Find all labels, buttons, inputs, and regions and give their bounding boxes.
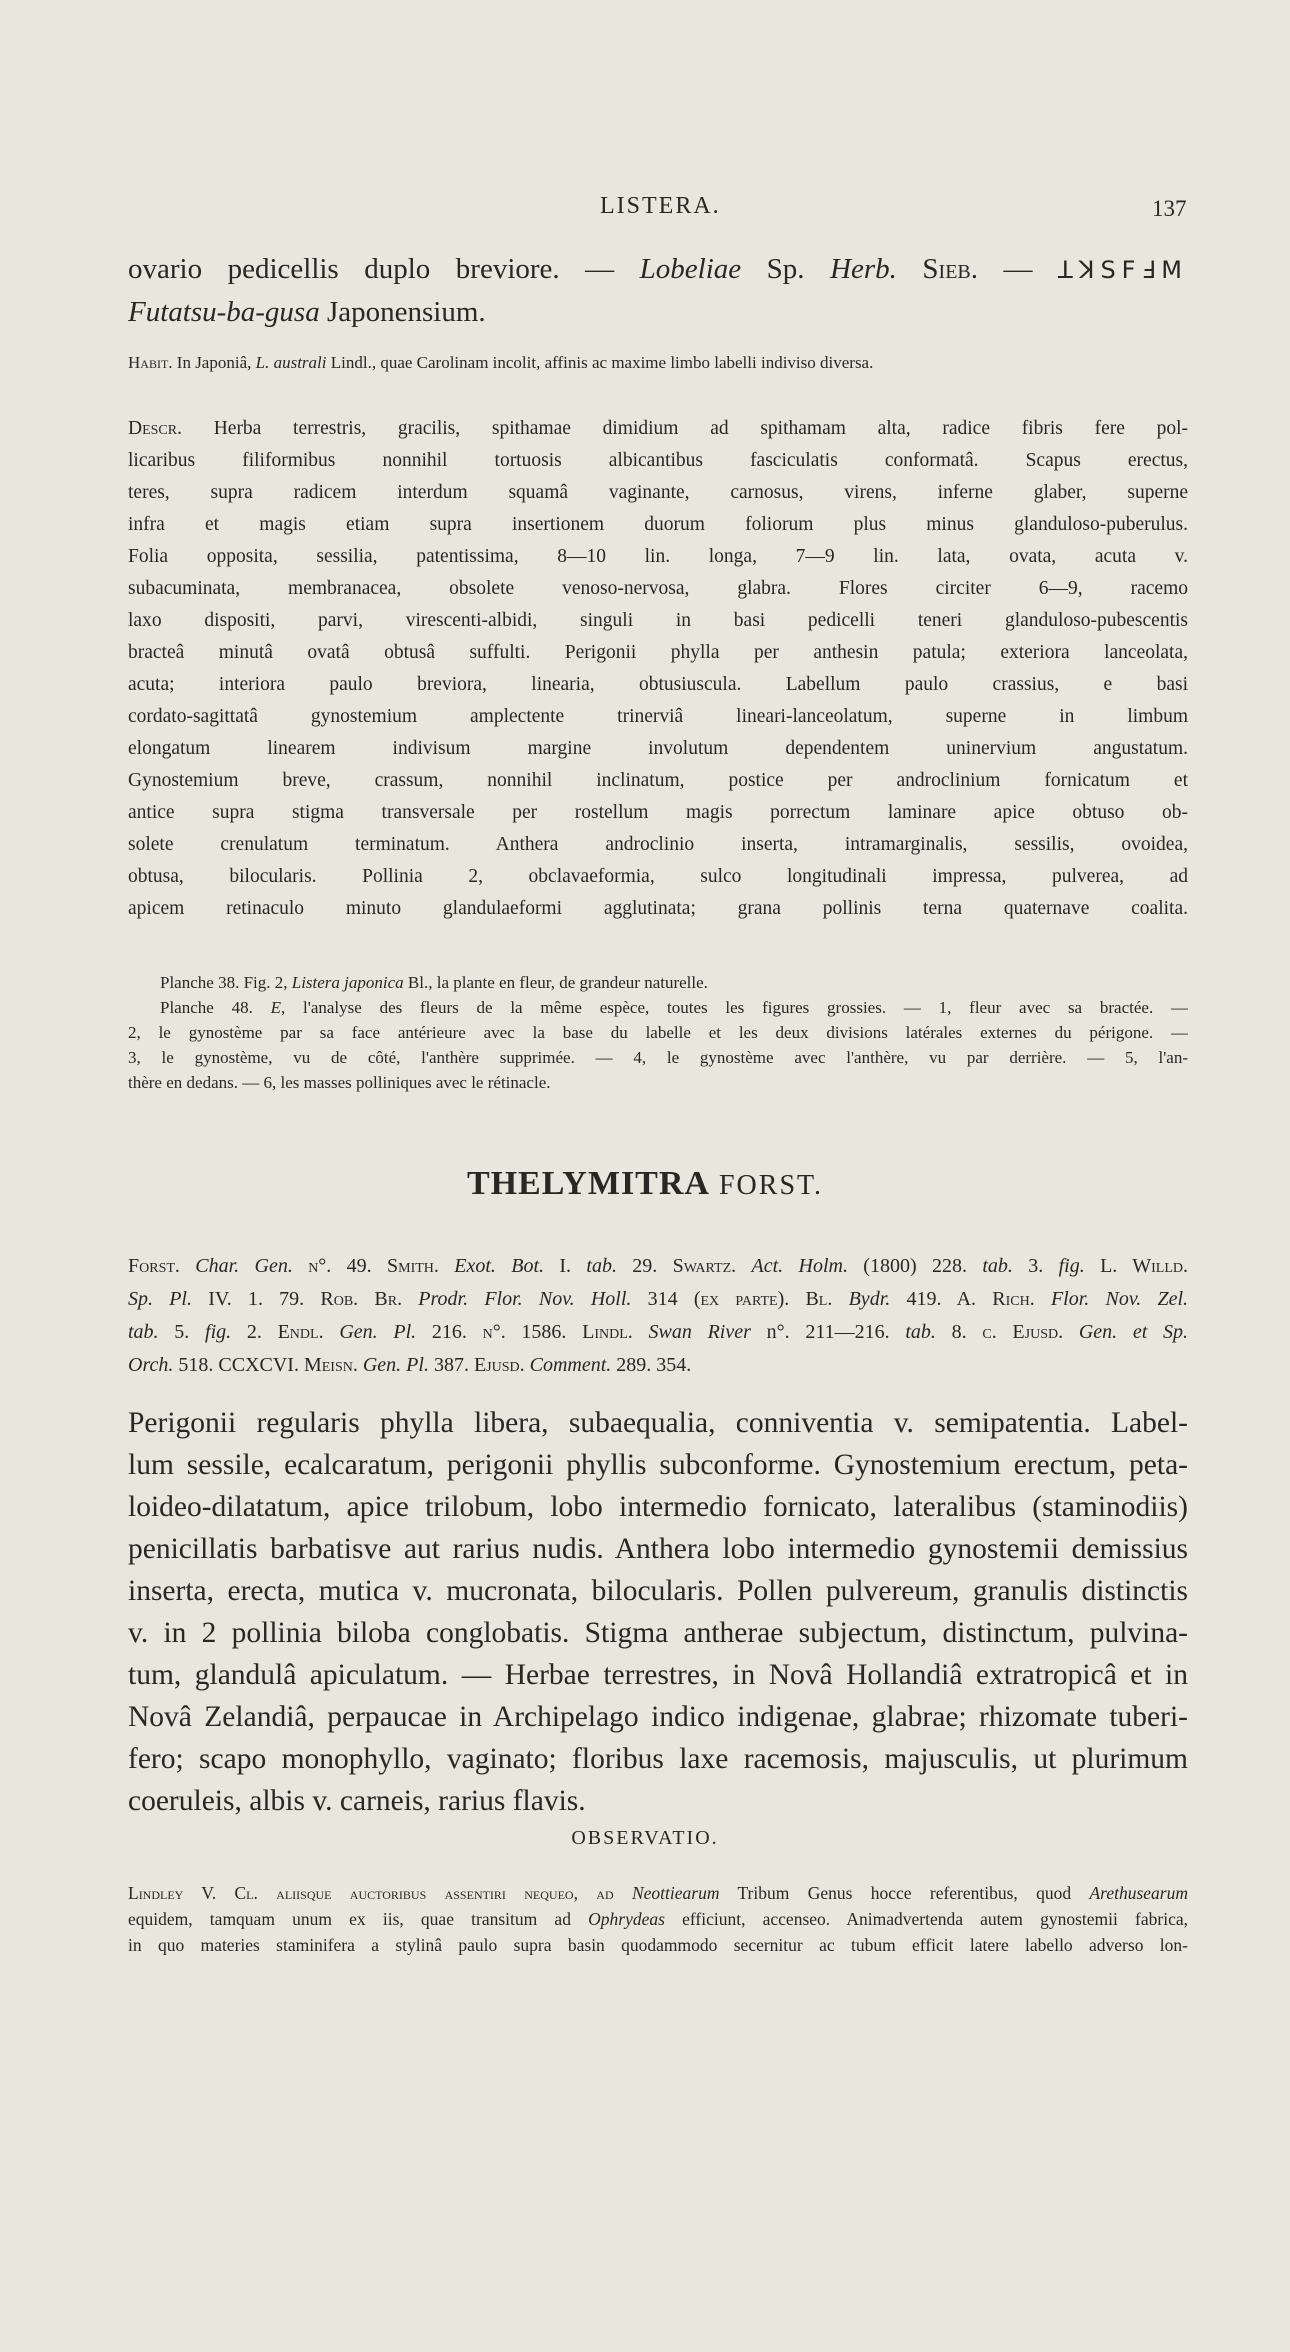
- diagnosis-line: Novâ Zelandiâ, perpaucae in Archipelago indico indigenae, glabrae; rhizomate tuberi-: [128, 1701, 1188, 1733]
- italic-run: fig.: [205, 1321, 232, 1343]
- diagnosis-line: fero; scapo monophyllo, vaginato; floribus laxe racemosis, majusculis, ut plurimum: [128, 1743, 1188, 1775]
- descr-line: subacuminata, membranacea, obsolete venoso-nervosa, glabra. Flores circiter 6—9, racemo: [128, 578, 1188, 599]
- text-run: 518. CCXCVI. Meisn.: [173, 1354, 363, 1376]
- descr-line: [128, 413, 1188, 445]
- text-run: efficiunt, accenseo. Animadvertenda autem gynostemii fabrica,: [664, 1909, 1188, 1929]
- text-run: 2. Endl.: [231, 1321, 340, 1343]
- italic-run: Exot. Bot.: [454, 1255, 545, 1277]
- continuation-text: [128, 248, 1188, 333]
- diagnosis-line: coeruleis, albis v. carneis, rarius flavis.: [128, 1785, 586, 1817]
- text-run: Lindl., quae Carolinam incolit, affinis ac maxime limbo labelli indiviso diversa.: [326, 353, 874, 372]
- text-run: 29. Swartz.: [616, 1255, 752, 1277]
- text-run: Herba terrestris, gracilis, spithamae dimidium ad spithamam alta, radice fibris fere pol-: [181, 418, 1188, 439]
- continuation-line-2: [128, 291, 1188, 333]
- text-run: Japonensium.: [319, 296, 486, 328]
- author-abbrev: Sieb.: [896, 253, 979, 285]
- italic-run: Lobeliae: [639, 253, 742, 285]
- descr-line: elongatum linearem indivisum margine involutum dependentem uninervium angustatum.: [128, 738, 1188, 759]
- text-run: 289. 354.: [611, 1354, 692, 1376]
- diagnosis-line: loideo-dilatatum, apice trilobum, lobo intermedio fornicato, lateralibus (staminodiis): [128, 1491, 1188, 1523]
- italic-run: Gen. Pl.: [362, 1354, 429, 1376]
- descr-line: obtusa, bilocularis. Pollinia 2, obclavaeformia, sulco longitudinali impressa, pulverea, ad: [128, 866, 1188, 887]
- observatio-paragraph: [128, 1880, 1188, 1958]
- descr-line: acuta; interiora paulo breviora, linearia, obtusiuscula. Labellum paulo crassius, e basi: [128, 674, 1188, 695]
- italic-run: fig.: [1058, 1255, 1085, 1277]
- italic-run: Herb.: [830, 253, 897, 285]
- italic-run: tab.: [128, 1321, 159, 1343]
- descr-line: antice supra stigma transversale per rostellum magis porrectum laminare apice obtuso ob-: [128, 802, 1188, 823]
- text-run: 419. A. Rich.: [890, 1288, 1051, 1310]
- text-run: Planche 38. Fig. 2,: [160, 973, 292, 992]
- diagnosis-line: lum sessile, ecalcaratum, perigonii phyllis subconforme. Gynostemium erectum, peta-: [128, 1449, 1188, 1481]
- italic-run: Act. Holm.: [751, 1255, 848, 1277]
- observatio-line: [128, 1906, 1188, 1932]
- descr-line: bracteâ minutâ ovatâ obtusâ suffulti. Perigonii phylla per anthesin patula; exteriora lanceolata,: [128, 642, 1188, 663]
- italic-run: E: [270, 998, 282, 1017]
- diagnosis-line: v. in 2 pollinia biloba conglobatis. Stigma antherae subjectum, distinctum, pulvina-: [128, 1617, 1188, 1649]
- text-run: equidem, tamquam unum ex iis, quae transitum ad: [128, 1909, 589, 1929]
- text-run: In Japoniâ,: [172, 353, 256, 372]
- text-run: I.: [544, 1255, 587, 1277]
- diagnosis-line: penicillatis barbatisve aut rarius nudis. Anthera lobo intermedio gynostemii demissius: [128, 1533, 1188, 1565]
- italic-run: Prodr. Flor. Nov. Holl.: [418, 1288, 632, 1310]
- italic-run: tab.: [982, 1255, 1013, 1277]
- descr-label: Descr.: [128, 418, 182, 439]
- italic-run: Neottiearum: [631, 1883, 720, 1903]
- genus-author: FORST.: [709, 1170, 824, 1201]
- text-run: 8. c. Ejusd.: [935, 1321, 1079, 1343]
- text-run: 3.: [1012, 1255, 1059, 1277]
- italic-run: Gen. Pl.: [339, 1321, 417, 1343]
- genus-diagnosis: [128, 1402, 1188, 1822]
- reference-line: [128, 1283, 1188, 1316]
- references: [128, 1250, 1188, 1382]
- descr-line: Gynostemium breve, crassum, nonnihil inclinatum, postice per androclinium fornicatum et: [128, 770, 1188, 791]
- diagnosis-line: inserta, erecta, mutica v. mucronata, bilocularis. Pollen pulvereum, granulis distinctis: [128, 1575, 1188, 1607]
- text-run: ovario pedicellis duplo breviore. —: [128, 253, 640, 285]
- reference-line: [128, 1250, 1188, 1283]
- plate-caption-line: thère en dedans. — 6, les masses polliniques avec le rétinacle.: [128, 1073, 551, 1092]
- text-run: Bl., la plante en fleur, de grandeur naturelle.: [403, 973, 708, 992]
- text-run: , l'analyse des fleurs de la même espèce, toutes les figures grossies. — 1, fleur avec sa bractée. —: [281, 998, 1188, 1017]
- descr-line: apicem retinaculo minuto glandulaeformi agglutinata; grana pollinis terna quaternave coalita.: [128, 898, 1188, 919]
- page-header: [0, 193, 1290, 233]
- descr-line: solete crenulatum terminatum. Anthera androclinio inserta, intramarginalis, sessilis, ovoidea,: [128, 834, 1188, 855]
- descr-line: laxo dispositi, parvi, virescenti-albidi, singuli in basi pedicelli teneri glanduloso-pubescentis: [128, 610, 1188, 631]
- text-run: IV. 1. 79. Rob. Br.: [192, 1288, 419, 1310]
- plate-captions: [128, 970, 1188, 1095]
- italic-run: tab.: [905, 1321, 936, 1343]
- observatio-heading: OBSERVATIO.: [571, 1827, 719, 1849]
- italic-run: Futatsu-ba-gusa: [128, 296, 320, 328]
- text-run: 5.: [158, 1321, 206, 1343]
- descr-line: Folia opposita, sessilia, patentissima, 8—10 lin. longa, 7—9 lin. lata, ovata, acuta v.: [128, 546, 1188, 567]
- descr-line: teres, supra radicem interdum squamâ vaginante, carnosus, virens, inferne glaber, superne: [128, 482, 1188, 503]
- italic-run: Comment.: [529, 1354, 612, 1376]
- italic-run: Arethusearum: [1089, 1883, 1188, 1903]
- observatio-line: [128, 1880, 1188, 1906]
- continuation-line-1: [128, 248, 1188, 291]
- text-run: Planche 48.: [160, 998, 271, 1017]
- italic-run: Swan River: [648, 1321, 751, 1343]
- italic-run: L. australi: [255, 353, 327, 372]
- plate-caption-48: [160, 995, 1188, 1020]
- italic-run: Flor. Nov. Zel.: [1050, 1288, 1188, 1310]
- reference-line: [128, 1316, 1188, 1349]
- genus-name: THELYMITRA: [466, 1165, 710, 1202]
- text-run: —: [978, 253, 1059, 285]
- diagnosis-line: tum, glandulâ apiculatum. — Herbae terrestres, in Novâ Hollandiâ extratropicâ et in: [128, 1659, 1188, 1691]
- description-paragraph: [128, 413, 1188, 925]
- plate-caption-38: [160, 970, 1188, 995]
- diagnosis-line: Perigonii regularis phylla libera, subaequalia, conniventia v. semipatentia. Label-: [128, 1407, 1188, 1439]
- italic-run: Bydr.: [848, 1288, 891, 1310]
- text-run: Sp.: [741, 253, 831, 285]
- descr-line: infra et magis etiam supra insertionem duorum foliorum plus minus glanduloso-puberulus.: [128, 514, 1188, 535]
- text-run: (1800) 228.: [847, 1255, 983, 1277]
- genus-heading: [0, 1165, 1290, 1203]
- text-run: n°. 49. Smith.: [292, 1255, 455, 1277]
- observatio-line: in quo materies staminifera a stylinâ paulo supra basin quodammodo secernitur ac tubum efficit latere labello adverso lon-: [128, 1935, 1188, 1955]
- habitat-paragraph: [128, 352, 1188, 374]
- descr-line: cordato-sagittatâ gynostemium amplectente trinerviâ lineari-lanceolatum, superne in limbum: [128, 706, 1188, 727]
- text-run: 314 (ex parte). Bl.: [631, 1288, 849, 1310]
- running-title: LISTERA.: [600, 193, 721, 219]
- italic-run: tab.: [586, 1255, 617, 1277]
- italic-run: Orch.: [128, 1354, 174, 1376]
- japanese-kana-glyphs: ꓕꓘꓢꓝꓞꓟ: [1058, 256, 1188, 284]
- italic-run: Ophrydeas: [588, 1909, 665, 1929]
- text-run: Tribum Genus hocce referentibus, quod: [719, 1883, 1090, 1903]
- descr-line: licaribus filiformibus nonnihil tortuosis albicantibus fasciculatis conformatâ. Scapus erectus,: [128, 450, 1188, 471]
- italic-run: Sp. Pl.: [128, 1288, 192, 1310]
- habit-label: Habit.: [128, 353, 173, 372]
- italic-run: Listera japonica: [291, 973, 404, 992]
- plate-caption-line: 2, le gynostème par sa face antérieure avec la base du labelle et les deux divisions latérales externes du périgone. —: [128, 1023, 1188, 1042]
- plate-caption-line: 3, le gynostème, vu de côté, l'anthère supprimée. — 4, le gynostème avec l'anthère, vu par derrière. — 5, l'an-: [128, 1048, 1188, 1067]
- italic-run: Char. Gen.: [195, 1255, 293, 1277]
- text-run: Forst.: [128, 1255, 196, 1277]
- text-run: n°. 211—216.: [750, 1321, 906, 1343]
- italic-run: Gen. et Sp.: [1078, 1321, 1188, 1343]
- text-run: Lindley V. Cl. aliisque auctoribus assentiri nequeo, ad: [128, 1883, 632, 1903]
- text-run: 387. Ejusd.: [428, 1354, 530, 1376]
- text-run: L. Willd.: [1084, 1255, 1188, 1277]
- reference-line: [128, 1349, 1188, 1382]
- text-run: 216. n°. 1586. Lindl.: [416, 1321, 649, 1343]
- page-number: 137: [1152, 196, 1187, 221]
